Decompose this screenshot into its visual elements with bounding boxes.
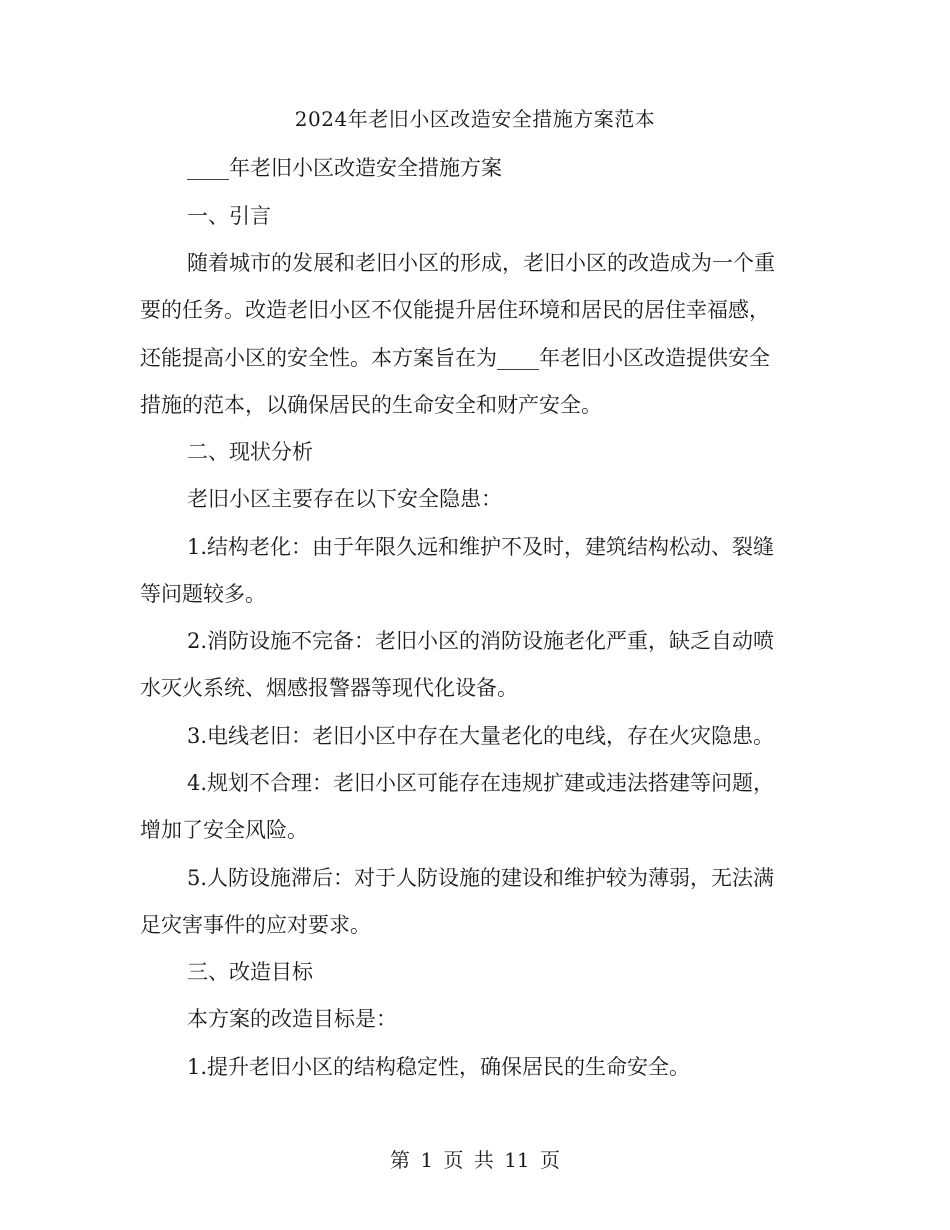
list-item-line: 4.规划不合理：老旧小区可能存在违规扩建或违法搭建等问题， xyxy=(187,771,775,795)
section-heading-intro: 一、引言 xyxy=(187,204,271,228)
document-title: 2024年老旧小区改造安全措施方案范本 xyxy=(294,107,656,131)
list-item-line: 等问题较多。 xyxy=(140,582,266,606)
list-item-line: 2.消防设施不完备：老旧小区的消防设施老化严重，缺乏自动喷 xyxy=(187,629,775,653)
list-item-line: 1.提升老旧小区的结构稳定性，确保居民的生命安全。 xyxy=(187,1055,691,1079)
list-item-line: 增加了安全风险。 xyxy=(140,818,308,842)
section-heading-analysis: 二、现状分析 xyxy=(187,440,313,464)
paragraph-line: 要的任务。改造老旧小区不仅能提升居住环境和居民的居住幸福感， xyxy=(140,298,770,322)
list-item-line: 水灭火系统、烟感报警器等现代化设备。 xyxy=(140,676,518,700)
page-number-footer: 第 1 页 共 11 页 xyxy=(390,1148,560,1172)
paragraph-line: 还能提高小区的安全性。本方案旨在为____年老旧小区改造提供安全 xyxy=(140,346,770,370)
paragraph-line: 措施的范本，以确保居民的生命安全和财产安全。 xyxy=(140,393,602,417)
subtitle-line: ____年老旧小区改造安全措施方案 xyxy=(187,156,502,180)
list-item-line: 3.电线老旧：老旧小区中存在大量老化的电线，存在火灾隐患。 xyxy=(187,724,775,748)
section-heading-goals: 三、改造目标 xyxy=(187,960,313,984)
list-item-line: 足灾害事件的应对要求。 xyxy=(140,913,371,937)
list-item-line: 5.人防设施滞后：对于人防设施的建设和维护较为薄弱，无法满 xyxy=(187,866,775,890)
list-item-line: 1.结构老化：由于年限久远和维护不及时，建筑结构松动、裂缝 xyxy=(187,535,775,559)
paragraph-line: 随着城市的发展和老旧小区的形成，老旧小区的改造成为一个重 xyxy=(187,251,775,275)
paragraph-line: 老旧小区主要存在以下安全隐患： xyxy=(187,487,502,511)
paragraph-line: 本方案的改造目标是： xyxy=(187,1007,397,1031)
